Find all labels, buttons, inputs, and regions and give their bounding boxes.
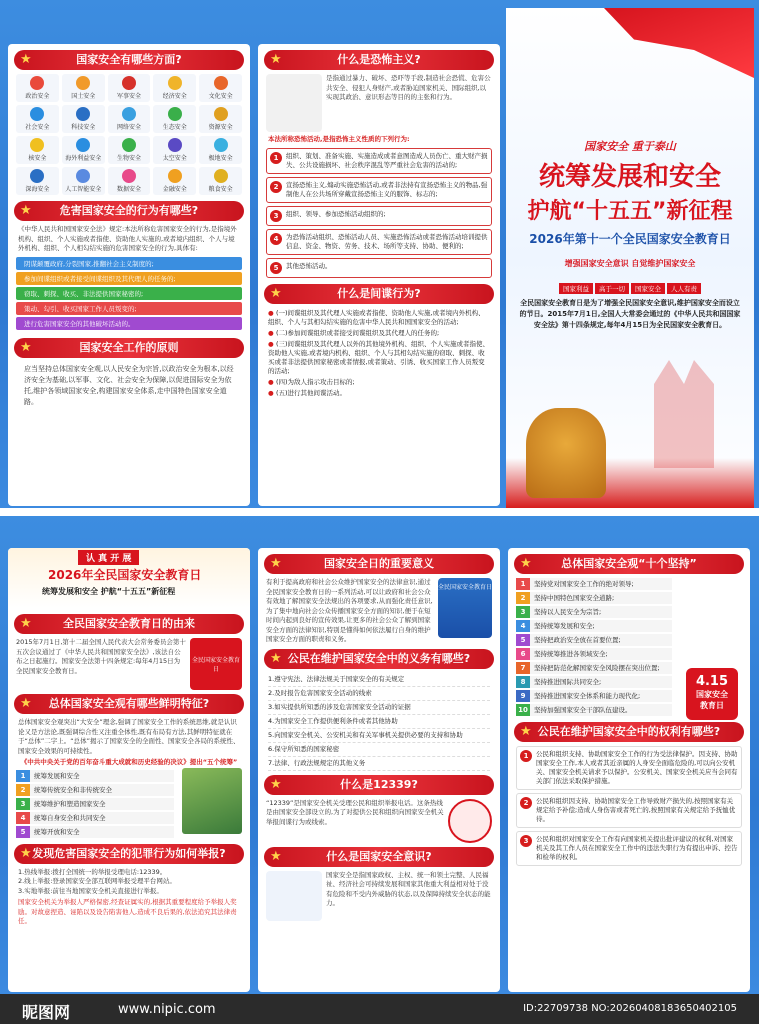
meaning-header: ★ 国家安全日的重要意义 (264, 554, 494, 574)
aspect-label: 粮食安全 (208, 186, 233, 193)
aspect-item (199, 167, 242, 195)
aspect-label: 数据安全 (116, 186, 141, 193)
five-item-text: 统筹传统安全和非传统安全 (30, 784, 174, 796)
aspect-label: 核安全 (28, 155, 47, 162)
ten-item-text: 坚持把政治安全放在首要位置; (530, 634, 672, 646)
aspect-label: 军事安全 (116, 93, 141, 100)
spy-header: ★ 什么是间谍行为? (264, 284, 494, 304)
aspect-label: 网络安全 (116, 124, 141, 131)
terror-item (266, 206, 492, 226)
aspect-label: 极地安全 (208, 155, 233, 162)
five-item (16, 798, 174, 810)
ten-header: ★ 总体国家安全观“十个坚持” (514, 554, 744, 574)
number-badge: 4 (16, 812, 30, 824)
number-badge: 3 (270, 210, 282, 222)
star-icon: ★ (520, 724, 532, 739)
right-item (516, 831, 742, 866)
ten-item (516, 606, 672, 618)
spy-item (258, 308, 500, 328)
star-icon: ★ (20, 203, 32, 218)
terror-item (266, 258, 492, 278)
aspect-item (199, 136, 242, 164)
terror-list (258, 148, 500, 278)
cover-intro: 全民国家安全教育日是为了增强全民国家安全意识,维护国家安全而设立的节日。2015年7月1日,全国人大常委会通过的《中华人民共和国国家安全法》第十四条规定,每年4月15日为全民国家安全教育日。 (519, 299, 741, 329)
aspect-icon (168, 107, 182, 121)
cover-tag: 国家安全 (631, 283, 665, 294)
report-item: 3.实地举报:前往当地国家安全机关直接进行举报。 (18, 886, 163, 895)
five-item (16, 826, 174, 838)
aspect-item (153, 167, 196, 195)
gavel-icon (266, 871, 322, 921)
aspect-item (62, 167, 105, 195)
ten-item-text: 坚持统筹发展和安全; (530, 620, 672, 632)
aspect-item (108, 74, 151, 102)
number-badge: 1 (520, 750, 532, 762)
number-badge: 4 (516, 620, 530, 632)
tel-header: ★ 什么是12339? (264, 775, 494, 795)
ten-list (508, 578, 680, 716)
aspect-icon (30, 76, 44, 90)
meaning-badge (438, 578, 492, 638)
banner (8, 548, 250, 608)
aspect-icon (214, 138, 228, 152)
aspect-item (16, 74, 59, 102)
behavior-item: 策动、勾引、收买国家工作人员叛变的; (16, 302, 242, 315)
features-header: ★ 总体国家安全观有哪些鲜明特征? (14, 694, 244, 714)
aspect-label: 社会安全 (25, 124, 50, 131)
right-item (516, 746, 742, 790)
star-icon: ★ (20, 696, 32, 711)
report-item: 2.线上举报:登录国家安全部互联网举报受理平台网站。 (18, 877, 176, 885)
tel-text: “12339”是国家安全机关受理公民和组织举报电话。这条热线是由国家安全部设立的,为了对提供公民和组织向国家安全机关举报间谍行为或线索。 (266, 798, 444, 826)
sheet-gap (0, 508, 759, 516)
ten-item-text: 坚持把防范化解国家安全风险摆在突出位置; (530, 662, 672, 674)
spy-item-text: (五)进行其他间谍活动。 (275, 388, 347, 397)
duties-list (258, 673, 500, 771)
five-title: 《中共中央关于党的百年奋斗重大成就和历史经验的决议》提出“五个统筹” (20, 758, 238, 766)
star-icon: ★ (270, 52, 282, 67)
aspect-label: 科技安全 (71, 124, 96, 131)
star-icon: ★ (270, 556, 282, 571)
five-item-text: 统筹开放和安全 (30, 826, 174, 838)
aspects-grid (8, 74, 250, 195)
cover-slogan: 国家安全 重于泰山 (584, 140, 676, 153)
ten-item (516, 620, 672, 632)
five-item (16, 812, 174, 824)
aspect-item (108, 105, 151, 133)
aspect-item (16, 136, 59, 164)
spy-item (258, 339, 500, 377)
duty-item: 7.法律、行政法规规定的其他义务 (268, 757, 490, 771)
number-badge: 2 (16, 784, 30, 796)
ten-item-text: 坚持推进国家安全体系和能力现代化; (530, 690, 672, 702)
aspect-item (153, 136, 196, 164)
footer-id: ID:22709738 NO:20260408183650402105 (523, 1003, 737, 1014)
right-item-text: 公民和组织对国家安全工作有向国家机关提出批评建议的权利,对国家机关及其工作人员在国家安全工作中的违法失职行为有提出申诉、控告和检举的权利。 (536, 835, 738, 861)
aspect-icon (76, 138, 90, 152)
aspect-label: 经济安全 (162, 93, 187, 100)
panel-security-aspects (8, 44, 250, 506)
aspect-icon (122, 138, 136, 152)
terror-header: ★ 什么是恐怖主义? (264, 50, 494, 70)
aspect-item (16, 167, 59, 195)
aspect-icon (122, 107, 136, 121)
star-icon: ★ (270, 848, 282, 864)
number-badge: 9 (516, 690, 530, 702)
aspect-label: 政治安全 (25, 93, 50, 100)
number-badge: 2 (520, 797, 532, 809)
aspect-item (16, 105, 59, 133)
ten-item (516, 676, 672, 688)
aspect-label: 文化安全 (208, 93, 233, 100)
spy-item (258, 388, 500, 399)
five-item-text: 统筹发展和安全 (30, 770, 174, 782)
aspect-icon (76, 107, 90, 121)
aspect-label: 资源安全 (208, 124, 233, 131)
right-item-text: 公民和组织因支持、协助国家安全工作导致财产损失的,按照国家有关规定给予补偿;造成人身伤害或者死亡的,按照国家有关规定给予抚恤优待。 (536, 797, 736, 823)
aspect-label: 深海安全 (25, 186, 50, 193)
duty-item: 5.向国家安全机关、公安机关和有关军事机关提供必要的支持和协助 (268, 729, 490, 743)
aspect-item (62, 74, 105, 102)
spy-item-text: (三)间谍组织及其代理人以外的其他境外机构、组织、个人实施或者指使、资助他人实施,或者境内机构、组织、个人与其相勾结实施的窃取、刺探、收买或者非法提供国家秘密或者情报,或者策动、引诱、收买国家工作人员叛变的活动; (268, 339, 490, 375)
behavior-item: 阴谋颠覆政府,分裂国家,推翻社会主义制度的; (16, 257, 242, 270)
terror-item-text: 组织、领导、参加恐怖活动组织的; (286, 209, 386, 218)
spy-list (258, 308, 500, 399)
number-badge: 3 (516, 606, 530, 618)
cover-subtitle: 2026年第十一个全民国家安全教育日 (529, 232, 731, 246)
ten-item (516, 704, 672, 716)
spy-item-text: (一)间谍组织及其代理人实施或者指使、资助他人实施,或者境内外机构、组织、个人与其相勾结实施的危害中华人民共和国国家安全的活动; (268, 308, 485, 326)
behavior-item: 参加间谍组织或者接受间谍组织及其代理人的任务的; (16, 272, 242, 285)
ten-item-text: 坚持加强国家安全干部队伍建设。 (530, 704, 672, 716)
report-item: 1.热线举报:拨打全国统一的举报受理电话:12339。 (18, 867, 167, 876)
behavior-item: 窃取、刺探、收买、非法提供国家秘密的; (16, 287, 242, 300)
behaviors-intro: 《中华人民共和国国家安全法》规定:本法所称危害国家安全的行为,是指境外机构、组织、个人实施或者指使、资助他人实施的,或者境内组织、个人与境外机构、组织、个人相勾结实施的危害国家安全的行为,具体有: (18, 225, 237, 252)
handcuff-icon (266, 74, 322, 132)
ten-item (516, 634, 672, 646)
spy-item-text: (四)为敌人指示攻击目标的; (275, 377, 355, 386)
bullet-icon: ● (268, 377, 276, 386)
terror-item-text: 宣扬恐怖主义,煽动实施恐怖活动,或者非法持有宣扬恐怖主义的物品,强制他人在公共场所穿戴宣扬恐怖主义的服饰、标志的; (286, 180, 488, 198)
panel-origin (8, 548, 250, 992)
duty-item: 2.及时报告危害国家安全活动的线索 (268, 687, 490, 701)
aspect-item (199, 105, 242, 133)
ten-item-text: 坚持以人民安全为宗旨; (530, 606, 672, 618)
spy-item (258, 328, 500, 339)
number-badge: 4 (270, 233, 282, 245)
aspect-icon (122, 169, 136, 183)
aspect-item (108, 136, 151, 164)
ten-item-text: 坚持推进国际共同安全; (530, 676, 672, 688)
features-text: 总体国家安全观突出“大安全”理念,强调了国家安全工作的系统思维,就是认识论又是方法论,既强调综合性又注重全体性,既有布局有方法,其鲜明特征就在于“总体”二字上。“总体”揭示了国家安全的全面性、国家安全各局的系统性、国家安全效果的可持续性。 (18, 718, 240, 755)
ten-item (516, 690, 672, 702)
badge-415-mid: 国家安全 (696, 690, 728, 699)
panel-terrorism-spy (258, 44, 500, 506)
aspect-label: 金融安全 (162, 186, 187, 193)
badge-415-top: 4.15 (695, 674, 729, 689)
aspect-icon (214, 169, 228, 183)
number-badge: 3 (16, 798, 30, 810)
behavior-item: 进行危害国家安全的其他破坏活动的。 (16, 317, 242, 330)
aspect-label: 生物安全 (116, 155, 141, 162)
ten-item-text: 坚持中国特色国家安全道路; (530, 592, 672, 604)
terror-item-text: 其他恐怖活动。 (286, 261, 332, 270)
number-badge: 8 (516, 676, 530, 688)
five-item (16, 770, 174, 782)
footer-logo: 昵图网 (22, 1003, 71, 1022)
number-badge: 1 (270, 152, 282, 164)
golden-lion (526, 408, 606, 498)
cover-tags (506, 276, 754, 295)
number-badge: 6 (516, 648, 530, 660)
aspect-icon (76, 76, 90, 90)
number-badge: 3 (520, 835, 532, 847)
soldiers-silhouette (634, 348, 734, 468)
ten-item (516, 662, 672, 674)
bullet-icon: ● (268, 339, 276, 348)
aspect-icon (30, 138, 44, 152)
aware-header: ★ 什么是国家安全意识? (264, 847, 494, 867)
aspect-item (62, 105, 105, 133)
star-icon: ★ (520, 556, 532, 571)
behaviors-header: ★ 危害国家安全的行为有哪些? (14, 201, 244, 221)
behaviors-list (8, 257, 250, 330)
aspect-label: 人工智能安全 (65, 186, 102, 193)
banner-kaizhan: 认 真 开 展 (78, 550, 139, 565)
spy-item-text: (二)参加间谍组织或者接受间谍组织及其代理人的任务的; (275, 328, 440, 337)
report-list (8, 868, 250, 897)
origin-header: ★ 全民国家安全教育日的由来 (14, 614, 244, 634)
meaning-text: 有利于提高政府和社会公众维护国家安全的法律意识,通过全民国家安全教育日的一系列活动,可以让政府和社会公众有效地了解国家安全法规出的各项要求,从而强化责任意识,为了集中地向社会公众传播国家安全方面的知识,便于在短时间内起到良好的宣传效果,让更多的社会公众了解到国家安全方面的法律知识,特别是懂得如何依法履行自身的维护国家安全方面的职责和义务。 (266, 578, 433, 643)
origin-badge-label: 全民国家安全教育日 (191, 657, 240, 673)
spy-item (258, 377, 500, 388)
terror-item (266, 229, 492, 255)
ten-item-text: 坚持统筹推进各领域安全; (530, 648, 672, 660)
duty-item: 3.如实提供所知悉的涉及危害国家安全活动的证据 (268, 701, 490, 715)
aspect-icon (30, 169, 44, 183)
five-item-text: 统筹维护和塑造国家安全 (30, 798, 174, 810)
aspect-icon (214, 76, 228, 90)
aspect-item (153, 74, 196, 102)
duty-item: 1.遵守宪法、法律法规关于国家安全的有关规定 (268, 673, 490, 687)
watermark-footer (0, 994, 759, 1024)
aspect-icon (76, 169, 90, 183)
report-note: 国家安全机关为举报人严格保密,经查证属实的,根据其重要程度给予举报人奖励。对故意捏造、诬陷以及设告陷害他人,造成不良后果的,依法追究其法律责任。 (18, 898, 237, 925)
panel-meaning (258, 548, 500, 992)
meaning-badge-label: 全民国家安全教育日 (438, 584, 493, 591)
terror-item-text: 组织、策划、准备实施、实施造成或者意图造成人员伤亡、重大财产损失、公共设施损坏、社会秩序混乱等严重社会危害的活动的; (286, 151, 488, 169)
number-badge: 10 (516, 704, 530, 716)
aspect-item (108, 167, 151, 195)
ten-item (516, 578, 672, 590)
ten-item-text: 坚持党对国家安全工作的绝对领导; (530, 578, 672, 590)
footer-url: www.nipic.com (118, 1002, 216, 1017)
duties-header: ★ 公民在维护国家安全中的义务有哪些? (264, 649, 494, 669)
right-item-text: 公民和组织支持、协助国家安全工作的行为受法律保护。因支持、协助国家安全工作,本人或者其近亲属的人身安全面临危险的,可以向公安机关、国家安全机关请求予以保护。公安机关、国家安全机关应当会同有关部门依法采取保护措施。 (536, 750, 738, 785)
banner-sub: 统筹发展和安全 护航“十五五”新征程 (42, 587, 176, 596)
five-list (8, 768, 182, 840)
rights-header: ★ 公民在维护国家安全中的权利有哪些? (514, 722, 744, 742)
aspect-icon (168, 169, 182, 183)
number-badge: 7 (516, 662, 530, 674)
aspect-icon (214, 107, 228, 121)
banner-title: 2026年全民国家安全教育日 (48, 568, 202, 582)
star-icon: ★ (270, 285, 282, 301)
principle-header: ★ 国家安全工作的原则 (14, 338, 244, 358)
cover-title-1: 统筹发展和安全 (538, 162, 721, 192)
aspect-icon (30, 107, 44, 121)
cover-tag: 高于一切 (595, 283, 629, 294)
aware-text: 国家安全是指国家政权、主权、统一和领土完整、人民福祉、经济社会可持续发展和国家其他重大利益相对处于没有危险和不受内外威胁的状态,以及保障持续安全状态的能力。 (326, 870, 491, 907)
terror-item-text: 为恐怖活动组织、恐怖活动人员、实施恐怖活动或者恐怖活动培训提供信息、资金、物资、劳务、技术、场所等支持、协助、便利的; (286, 232, 488, 250)
terror-text: 是指通过暴力、破坏、恐吓等手段,制造社会恐慌、危害公共安全、侵犯人身财产,或者胁迫国家机关、国际组织,以实现其政治、意识形态等目的的主张和行为。 (326, 74, 491, 101)
badge-415 (686, 668, 738, 720)
ten-item (516, 648, 672, 660)
aspect-item (199, 74, 242, 102)
star-icon: ★ (20, 845, 32, 861)
star-icon: ★ (20, 616, 32, 631)
panel-ten-principles (508, 548, 750, 992)
aspect-label: 海外利益安全 (65, 155, 102, 162)
right-item (516, 793, 742, 828)
principle-text: 应当坚持总体国家安全观,以人民安全为宗旨,以政治安全为根本,以经济安全为基础,以军事、文化、社会安全为保障,以促进国际安全为依托,维护各领域国家安全,构建国家安全体系,走中国特色国家安全道路。 (24, 364, 234, 406)
cover-tag: 国家利益 (559, 283, 593, 294)
rights-list (508, 746, 750, 866)
aspect-item (153, 105, 196, 133)
badge-415-bot: 教育日 (700, 701, 724, 710)
origin-badge (190, 638, 242, 690)
star-icon: ★ (20, 52, 32, 67)
number-badge: 1 (516, 578, 530, 590)
star-icon: ★ (270, 776, 282, 792)
aspect-label: 国土安全 (71, 93, 96, 100)
bullet-icon: ● (268, 328, 276, 337)
cover-title-2: 护航“十五五”新征程 (527, 199, 733, 224)
five-item (16, 784, 174, 796)
ten-item (516, 592, 672, 604)
cover-panel (506, 8, 754, 508)
aspect-icon (168, 76, 182, 90)
star-icon: ★ (20, 339, 32, 355)
cover-motto: 增强国家安全意识 自觉维护国家安全 (564, 259, 696, 268)
cover-tag: 人人有责 (667, 283, 701, 294)
red-flag (604, 8, 754, 78)
origin-text: 2015年7月1日,第十二届全国人民代表大会常务委员会第十五次会议通过了《中华人民共和国国家安全法》,该法自公布之日起施行。国家安全法第十四条规定:每年4月15日为全民国家安全教育日。 (16, 638, 186, 675)
number-badge: 5 (16, 826, 30, 838)
terror-subtitle: 本法所称恐怖活动,是指恐怖主义性质的下列行为: (268, 135, 410, 143)
number-badge: 2 (270, 181, 282, 193)
report-header: ★ 发现危害国家安全的犯罪行为如何举报? (14, 844, 244, 864)
bullet-icon: ● (268, 308, 276, 317)
number-badge: 5 (516, 634, 530, 646)
aspect-label: 太空安全 (162, 155, 187, 162)
aspect-icon (122, 76, 136, 90)
bullet-icon: ● (268, 388, 276, 397)
number-badge: 2 (516, 592, 530, 604)
aspect-label: 生态安全 (162, 124, 187, 131)
number-badge: 1 (16, 770, 30, 782)
aspect-icon (168, 138, 182, 152)
five-item-text: 统筹自身安全和共同安全 (30, 812, 174, 824)
duty-item: 4.为国家安全工作提供便利条件或者其他协助 (268, 715, 490, 729)
telephone-icon (448, 799, 492, 843)
aspect-item (62, 136, 105, 164)
number-badge: 5 (270, 262, 282, 274)
star-icon: ★ (270, 650, 282, 666)
terror-item (266, 177, 492, 203)
great-wall-image (182, 768, 242, 834)
terror-item (266, 148, 492, 174)
aspects-header: ★ 国家安全有哪些方面? (14, 50, 244, 70)
duty-item: 6.保守所知悉的国家秘密 (268, 743, 490, 757)
